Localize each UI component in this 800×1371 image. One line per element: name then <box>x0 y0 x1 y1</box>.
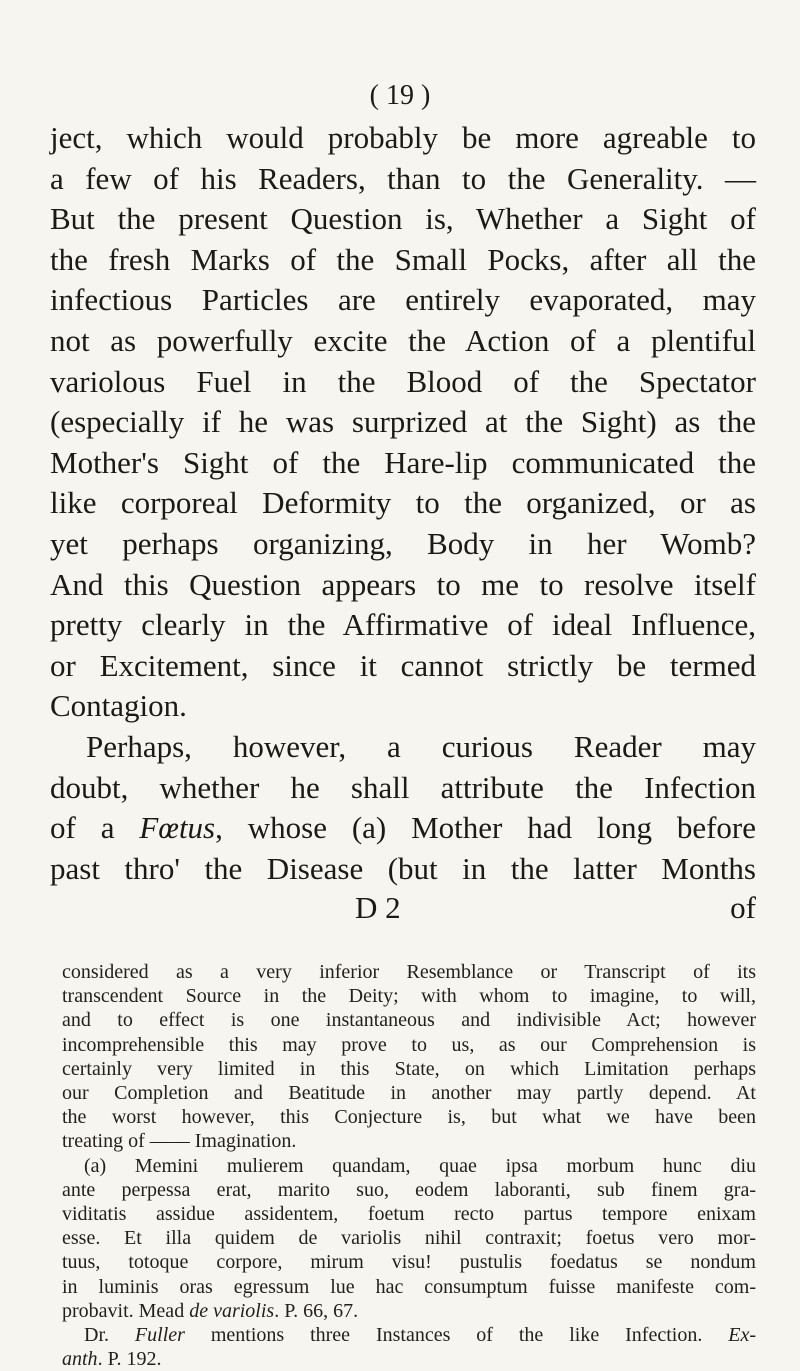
text-line-composite <box>50 808 756 849</box>
footnote-line: considered as a very inferior Resemblance or Transcript of its <box>62 961 756 983</box>
italic-title: anth <box>62 1348 98 1371</box>
footnote-line: (a) Memini mulierem quandam, quae ipsa morbum hunc diu <box>84 1154 756 1177</box>
text-fragment: probavit. Mead <box>62 1299 190 1322</box>
text-line: variolous Fuel in the Blood of the Spectator <box>50 363 756 399</box>
text-line: a few of his Readers, than to the Generality. — <box>50 160 756 196</box>
text-line: (especially if he was surprized at the Sight) as the <box>50 404 756 440</box>
italic-title: de variolis <box>189 1299 275 1322</box>
footnote-line-composite <box>62 1323 756 1347</box>
footnote-line-composite <box>62 1347 756 1371</box>
text-fragment: . P. 192. <box>97 1348 162 1371</box>
italic-title: Ex- <box>728 1324 756 1347</box>
text-line: the fresh Marks of the Small Pocks, after all the <box>50 241 756 277</box>
text-fragment: Dr. <box>84 1324 135 1347</box>
footnotes <box>62 960 756 1371</box>
footnote-line-composite <box>62 1299 756 1323</box>
footnote-continuation <box>62 960 756 1154</box>
catchword: of <box>730 890 756 925</box>
text-line: yet perhaps organizing, Body in her Womb? <box>50 525 756 561</box>
italic-name: Fuller <box>134 1324 185 1347</box>
footnote-line: transcendent Source in the Deity; with whom to imagine, to will, <box>62 985 756 1008</box>
footnote-line: ante perpessa erat, marito suo, eodem laboranti, sub finem gra- <box>62 1178 756 1201</box>
footnote-line: treating of —— Imagination. <box>62 1130 297 1153</box>
text-line: infectious Particles are entirely evaporated, may <box>50 282 756 318</box>
text-fragment: mentions three Instances of the like Infection. <box>184 1324 729 1347</box>
text-line: past thro' the Disease (but in the latter Months <box>50 850 756 886</box>
text-line: Mother's Sight of the Hare-lip communicated the <box>50 444 756 480</box>
text-line: doubt, whether he shall attribute the Infection <box>50 769 756 805</box>
page-footer-marks <box>0 890 756 930</box>
text-line: not as powerfully excite the Action of a plentiful <box>50 322 756 358</box>
main-text <box>50 118 756 889</box>
footnote-line: and to effect is one instantaneous and indivisible Act; however <box>62 1009 756 1032</box>
italic-term: Fœtus <box>139 810 216 846</box>
footnote-line: certainly very limited in this State, on which Limitation perhaps <box>62 1057 756 1080</box>
text-line: And this Question appears to me to resolve itself <box>50 566 756 602</box>
text-line: Perhaps, however, a curious Reader may <box>86 728 756 764</box>
text-fragment: , whose (a) Mother had long before <box>215 810 756 846</box>
signature-mark: D 2 <box>355 890 401 925</box>
footnote-line: viditatis assidue assidentem, foetum recto partus tempore enixam <box>62 1203 756 1226</box>
footnote-line: the worst however, this Conjecture is, but what we have been <box>62 1106 756 1129</box>
footnote-line: incomprehensible this may prove to us, as our Comprehension is <box>62 1033 756 1056</box>
page-number: ( 19 ) <box>369 80 431 111</box>
text-line: ject, which would probably be more agreable to <box>50 120 756 155</box>
text-fragment: of a <box>50 810 140 846</box>
footnote-a <box>62 1154 756 1323</box>
footnote-line: our Completion and Beatitude in another may partly depend. At <box>62 1082 756 1105</box>
footnote-line: esse. Et illa quidem de variolis nihil contraxit; foetus vero mor- <box>62 1227 756 1250</box>
footnote-line: tuus, totoque corpore, mirum visu! pustulis foedatus se nondum <box>62 1251 756 1274</box>
text-fragment: . P. 66, 67. <box>274 1299 359 1322</box>
footnote-line: in luminis oras egressum lue hac consumptum fuisse manifeste com- <box>62 1275 756 1298</box>
text-line: pretty clearly in the Affirmative of ideal Influence, <box>50 607 756 643</box>
text-line: But the present Question is, Whether a Sight of <box>50 201 756 237</box>
text-line: like corporeal Deformity to the organized, or as <box>50 485 756 521</box>
text-line: or Excitement, since it cannot strictly be termed <box>50 647 756 683</box>
text-line: Contagion. <box>50 688 187 724</box>
